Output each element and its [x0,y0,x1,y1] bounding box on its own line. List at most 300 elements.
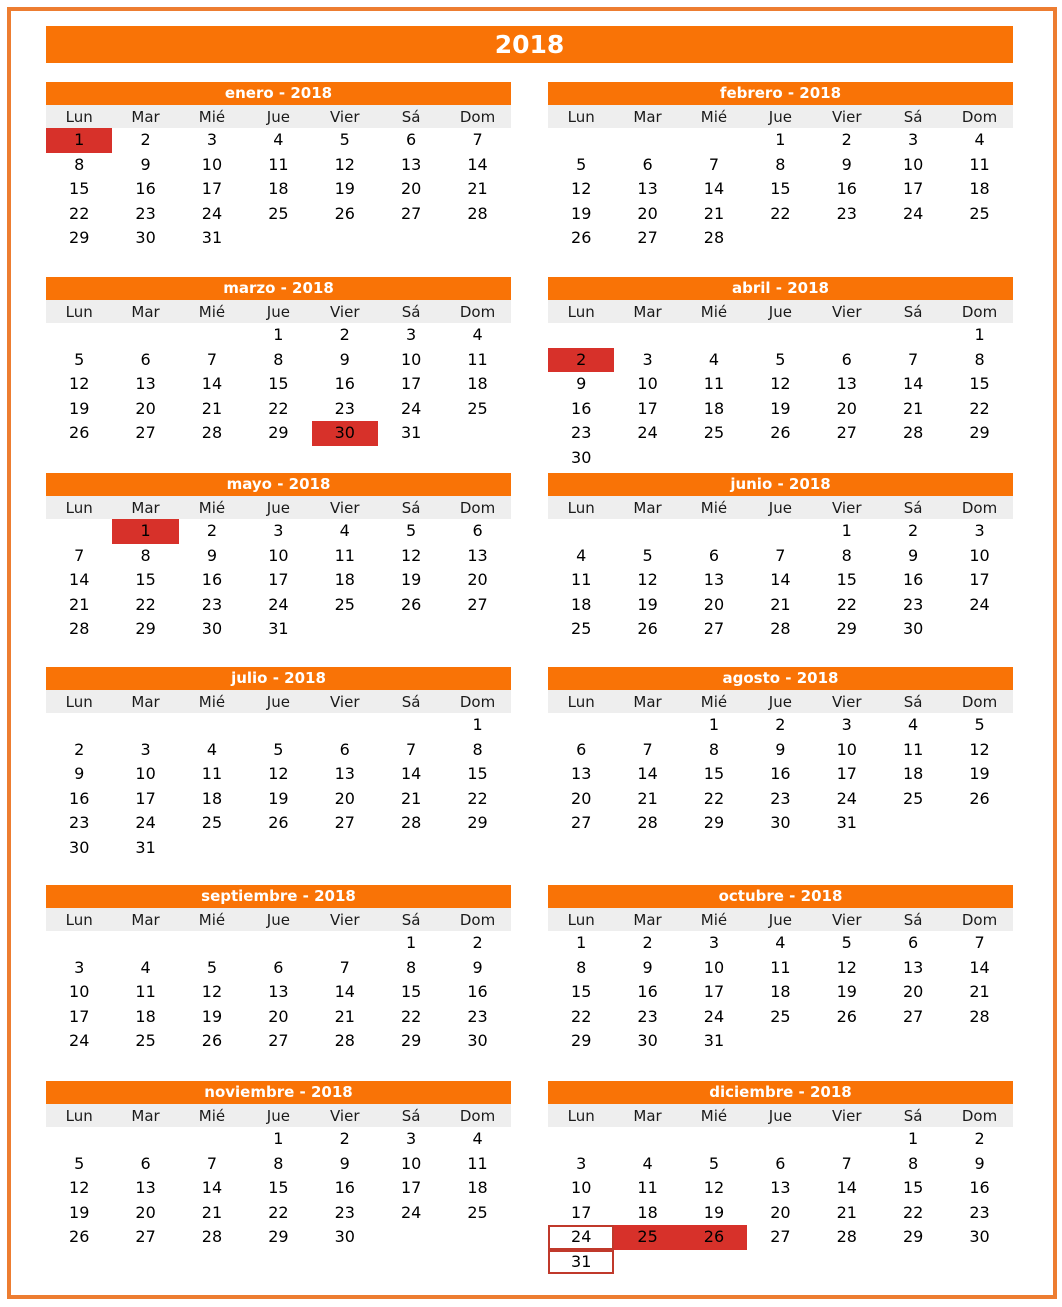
day-cell: 18 [637,1202,658,1222]
day-cell: 2 [841,130,852,149]
empty-day-cell [112,931,178,956]
day-cell: 29 [703,813,725,832]
weekday-label: Sá [401,303,421,321]
day-cell: 8 [140,545,151,565]
day-cell: 8 [406,957,417,977]
day-cell: 27 [703,619,725,638]
day-cell: 20 [268,1006,289,1026]
day-grid [548,713,1013,836]
weekday-label: Lun [567,1107,595,1125]
empty-day-cell [681,1127,747,1152]
day-cell: 28 [836,1227,857,1246]
day-cell: 25 [467,1202,488,1222]
day-cell: 26 [400,594,422,614]
day-cell: 27 [400,203,422,223]
weekday-header-row [46,690,511,713]
day-cell: 12 [69,374,90,393]
weekday-label: Mié [700,303,728,321]
day-cell: 17 [268,570,289,589]
day-cell: 29 [571,1031,592,1050]
day-cell: 28 [703,228,725,247]
day-cell: 5 [576,154,587,174]
day-cell: 20 [836,398,857,418]
day-cell: 30 [201,619,223,638]
day-cell: 22 [268,398,289,418]
empty-day-cell [548,1127,614,1152]
weekday-label: Mar [131,1107,160,1125]
day-cell: 28 [969,1006,990,1026]
weekday-label: Sá [401,1107,421,1125]
day-cell: 12 [770,374,791,393]
weekday-label: Mar [131,303,160,321]
day-cell: 29 [268,1227,289,1246]
day-cell: 30 [467,1031,488,1050]
day-cell: 18 [201,788,223,808]
day-cell: 31 [400,423,422,442]
weekday-header-row [548,1104,1013,1127]
empty-day-cell [747,1127,813,1152]
day-cell: 4 [273,130,284,149]
day-cell: 3 [406,1129,417,1148]
day-cell: 23 [467,1006,488,1026]
weekday-header-row [548,690,1013,713]
day-cell: 2 [908,521,919,540]
day-cell: 18 [467,1178,488,1197]
day-cell: 8 [908,1153,919,1173]
empty-day-cell [614,323,680,348]
day-cell: 4 [908,715,919,734]
day-cell: 5 [339,130,350,149]
empty-day-cell [614,519,680,544]
day-cell: 19 [334,179,355,198]
day-cell: 30 [571,447,592,467]
day-cell: 11 [571,570,592,589]
month-block [46,667,511,860]
day-cell: 6 [908,933,919,952]
day-cell: 4 [775,933,786,952]
day-cell: 3 [140,739,151,759]
day-cell: 27 [770,1227,791,1246]
day-cell: 22 [571,1006,592,1026]
weekday-label: Jue [768,303,792,321]
empty-day-cell [548,128,614,153]
day-cell: 5 [74,349,85,369]
empty-day-cell [179,323,245,348]
day-cell: 16 [637,982,658,1001]
day-cell: 9 [775,739,786,759]
day-cell: 6 [642,154,653,174]
day-cell: 1 [273,325,284,344]
day-cell: 19 [69,398,90,418]
weekday-label: Sá [903,693,923,711]
day-cell: 24 [637,423,658,442]
day-grid [46,713,511,860]
weekday-label: Mié [700,911,728,929]
day-cell: 16 [135,179,156,198]
day-cell: 1 [472,715,483,734]
day-cell: 10 [969,545,990,565]
month-title: noviembre - 2018 [46,1081,511,1104]
day-cell: 25 [467,398,488,418]
weekday-header-row [46,1104,511,1127]
day-cell: 16 [201,570,223,589]
weekday-label: Sá [401,911,421,929]
weekday-label: Vier [832,1107,862,1125]
empty-day-cell [312,931,378,956]
weekday-label: Dom [459,303,496,321]
day-cell: 22 [467,788,488,808]
weekday-label: Lun [65,303,93,321]
day-cell: 22 [902,1202,924,1222]
empty-day-cell [112,713,178,738]
day-cell: 5 [273,739,284,759]
day-cell: 12 [69,1178,90,1197]
day-cell: 11 [201,764,223,783]
day-cell: 29 [135,619,156,638]
weekday-header-row [46,496,511,519]
day-cell: 9 [206,545,218,565]
month-title: diciembre - 2018 [548,1081,1013,1104]
day-cell: 13 [135,374,156,393]
month-title: febrero - 2018 [548,82,1013,105]
empty-day-cell [614,128,680,153]
day-cell: 27 [637,228,658,247]
weekday-label: Mar [633,911,662,929]
day-cell: 14 [703,179,725,198]
day-cell: 11 [637,1178,658,1197]
day-grid [548,519,1013,642]
weekday-header-row [548,496,1013,519]
day-cell: 1 [406,933,417,952]
day-cell: 13 [703,570,725,589]
day-cell: 20 [400,179,422,198]
day-cell: 7 [841,1153,852,1173]
day-cell: 15 [268,374,289,393]
day-cell: 4 [472,1129,483,1148]
empty-day-cell [112,323,178,348]
day-cell: 19 [268,788,289,808]
empty-day-cell [46,1127,112,1152]
day-cell: 9 [140,154,151,174]
weekday-label: Mié [198,108,226,126]
weekday-label: Mar [131,499,160,517]
day-cell: 23 [135,203,156,223]
day-cell: 14 [400,764,422,783]
empty-day-cell [46,931,112,956]
day-cell: 31 [268,619,289,638]
weekday-label: Sá [401,499,421,517]
day-cell: 25 [334,594,355,614]
day-cell: 11 [135,982,156,1001]
day-cell: 14 [770,570,791,589]
day-cell: 24 [400,398,422,418]
day-cell: 22 [268,1202,289,1222]
weekday-label: Jue [768,499,792,517]
day-cell: 8 [841,545,852,565]
day-cell: 24 [69,1031,90,1050]
day-cell: 17 [135,788,156,808]
weekday-label: Jue [768,108,792,126]
weekday-label: Jue [768,911,792,929]
day-cell: 16 [571,398,592,418]
day-cell: 29 [836,619,857,638]
day-cell: 8 [974,349,985,369]
holiday-day-cell: 1 [112,519,178,544]
day-cell: 29 [969,423,990,442]
weekday-label: Vier [330,303,360,321]
day-cell: 20 [770,1202,791,1222]
empty-day-cell [548,519,614,544]
day-grid [46,323,511,446]
day-cell: 15 [571,982,592,1001]
weekday-label: Lun [567,499,595,517]
day-cell: 21 [770,594,791,614]
holiday-day-cell: 1 [46,128,112,153]
weekday-label: Mar [131,911,160,929]
weekday-label: Vier [330,911,360,929]
day-cell: 9 [339,349,350,369]
day-cell: 6 [406,130,417,149]
day-cell: 2 [206,521,218,540]
day-cell: 12 [201,982,223,1001]
month-title: marzo - 2018 [46,277,511,300]
day-cell: 20 [334,788,355,808]
day-cell: 16 [467,982,488,1001]
day-cell: 8 [775,154,786,174]
day-cell: 2 [74,739,85,759]
day-cell: 19 [770,398,791,418]
month-block [548,473,1013,642]
day-cell: 9 [642,957,653,977]
weekday-label: Sá [903,303,923,321]
empty-day-cell [681,323,747,348]
weekday-label: Dom [961,499,998,517]
day-cell: 30 [902,619,924,638]
day-cell: 22 [400,1006,422,1026]
marked-day-cell: 31 [548,1250,614,1275]
day-cell: 6 [576,739,587,759]
day-cell: 17 [969,570,990,589]
day-cell: 29 [467,813,488,832]
month-title: julio - 2018 [46,667,511,690]
day-cell: 5 [642,545,653,565]
day-cell: 4 [708,349,720,369]
day-cell: 23 [770,788,791,808]
weekday-label: Vier [330,693,360,711]
day-cell: 7 [908,349,919,369]
day-cell: 28 [467,203,488,223]
day-cell: 27 [836,423,857,442]
day-cell: 22 [969,398,990,418]
day-cell: 24 [902,203,924,223]
empty-day-cell [747,323,813,348]
day-cell: 23 [902,594,924,614]
day-cell: 24 [703,1006,725,1026]
day-cell: 14 [201,374,223,393]
day-cell: 13 [902,957,924,977]
day-cell: 26 [69,423,90,442]
weekday-label: Jue [266,911,290,929]
day-cell: 15 [969,374,990,393]
day-cell: 11 [467,1153,488,1173]
day-cell: 25 [268,203,289,223]
holiday-day-cell: 30 [312,421,378,446]
empty-day-cell [548,323,614,348]
day-cell: 21 [637,788,658,808]
day-cell: 24 [135,813,156,832]
day-cell: 13 [571,764,592,783]
day-cell: 11 [268,154,289,174]
day-cell: 6 [273,957,284,977]
day-cell: 24 [836,788,857,808]
day-cell: 30 [69,837,90,857]
day-cell: 17 [201,179,223,198]
weekday-label: Dom [459,499,496,517]
weekday-label: Mié [700,108,728,126]
day-cell: 10 [836,739,857,759]
day-cell: 21 [400,788,422,808]
weekday-label: Dom [961,1107,998,1125]
day-cell: 12 [969,739,990,759]
day-cell: 10 [571,1178,592,1197]
day-cell: 31 [201,228,223,247]
day-cell: 8 [273,1153,284,1173]
empty-day-cell [46,323,112,348]
day-cell: 16 [69,788,90,808]
day-cell: 1 [775,130,786,149]
month-title: agosto - 2018 [548,667,1013,690]
day-cell: 12 [400,545,422,565]
day-cell: 17 [703,982,725,1001]
day-cell: 20 [703,594,725,614]
day-grid [548,1127,1013,1274]
day-cell: 28 [334,1031,355,1050]
day-cell: 24 [969,594,990,614]
day-cell: 3 [74,957,85,977]
day-cell: 10 [902,154,924,174]
day-cell: 22 [703,788,725,808]
day-cell: 27 [334,813,355,832]
day-cell: 24 [268,594,289,614]
empty-day-cell [46,519,112,544]
day-cell: 23 [836,203,857,223]
day-cell: 10 [135,764,156,783]
day-cell: 29 [69,228,90,247]
empty-day-cell [312,713,378,738]
weekday-label: Lun [65,693,93,711]
day-cell: 2 [974,1129,985,1148]
day-cell: 4 [472,325,483,344]
day-cell: 15 [902,1178,924,1197]
weekday-label: Sá [401,108,421,126]
day-cell: 12 [571,179,592,198]
day-cell: 22 [836,594,857,614]
day-cell: 12 [836,957,857,977]
weekday-label: Lun [65,911,93,929]
day-cell: 7 [206,1153,218,1173]
day-cell: 2 [642,933,653,952]
empty-day-cell [814,1127,880,1152]
day-cell: 13 [836,374,857,393]
day-cell: 21 [836,1202,857,1222]
day-cell: 4 [974,130,985,149]
month-title: mayo - 2018 [46,473,511,496]
day-cell: 27 [467,594,488,614]
day-cell: 21 [334,1006,355,1026]
day-cell: 14 [467,154,488,174]
day-cell: 18 [902,764,924,783]
day-grid [548,931,1013,1054]
day-cell: 19 [836,982,857,1001]
day-cell: 10 [400,349,422,369]
day-cell: 26 [268,813,289,832]
day-cell: 31 [703,1031,725,1050]
weekday-label: Mar [131,693,160,711]
weekday-label: Dom [459,693,496,711]
empty-day-cell [681,519,747,544]
day-cell: 26 [770,423,791,442]
day-cell: 10 [268,545,289,565]
weekday-label: Mié [198,303,226,321]
day-cell: 27 [571,813,592,832]
empty-day-cell [880,323,946,348]
month-title: septiembre - 2018 [46,885,511,908]
day-cell: 15 [467,764,488,783]
empty-day-cell [112,1127,178,1152]
empty-day-cell [179,713,245,738]
day-cell: 20 [571,788,592,808]
day-cell: 11 [969,154,990,174]
day-cell: 9 [974,1153,985,1173]
empty-day-cell [681,128,747,153]
day-cell: 15 [703,764,725,783]
weekday-header-row [548,300,1013,323]
weekday-header-row [46,300,511,323]
weekday-label: Dom [961,303,998,321]
day-cell: 26 [334,203,355,223]
weekday-label: Dom [961,108,998,126]
weekday-label: Mié [198,911,226,929]
holiday-day-cell: 25 [614,1225,680,1250]
day-cell: 17 [637,398,658,418]
day-cell: 3 [841,715,852,734]
day-cell: 6 [775,1153,786,1173]
day-cell: 30 [969,1227,990,1246]
weekday-label: Mié [700,1107,728,1125]
month-block [548,82,1013,251]
day-cell: 18 [268,179,289,198]
day-cell: 27 [135,1227,156,1246]
weekday-label: Lun [65,1107,93,1125]
empty-day-cell [814,323,880,348]
weekday-label: Dom [459,108,496,126]
day-cell: 28 [201,423,223,442]
empty-day-cell [179,1127,245,1152]
day-cell: 8 [708,739,720,759]
day-cell: 7 [708,154,720,174]
day-grid [548,128,1013,251]
day-cell: 14 [969,957,990,977]
day-cell: 23 [334,398,355,418]
day-cell: 5 [74,1153,85,1173]
weekday-label: Mar [633,499,662,517]
day-cell: 14 [201,1178,223,1197]
day-cell: 19 [201,1006,223,1026]
day-cell: 1 [273,1129,284,1148]
day-cell: 4 [206,739,218,759]
empty-day-cell [747,519,813,544]
day-cell: 22 [770,203,791,223]
